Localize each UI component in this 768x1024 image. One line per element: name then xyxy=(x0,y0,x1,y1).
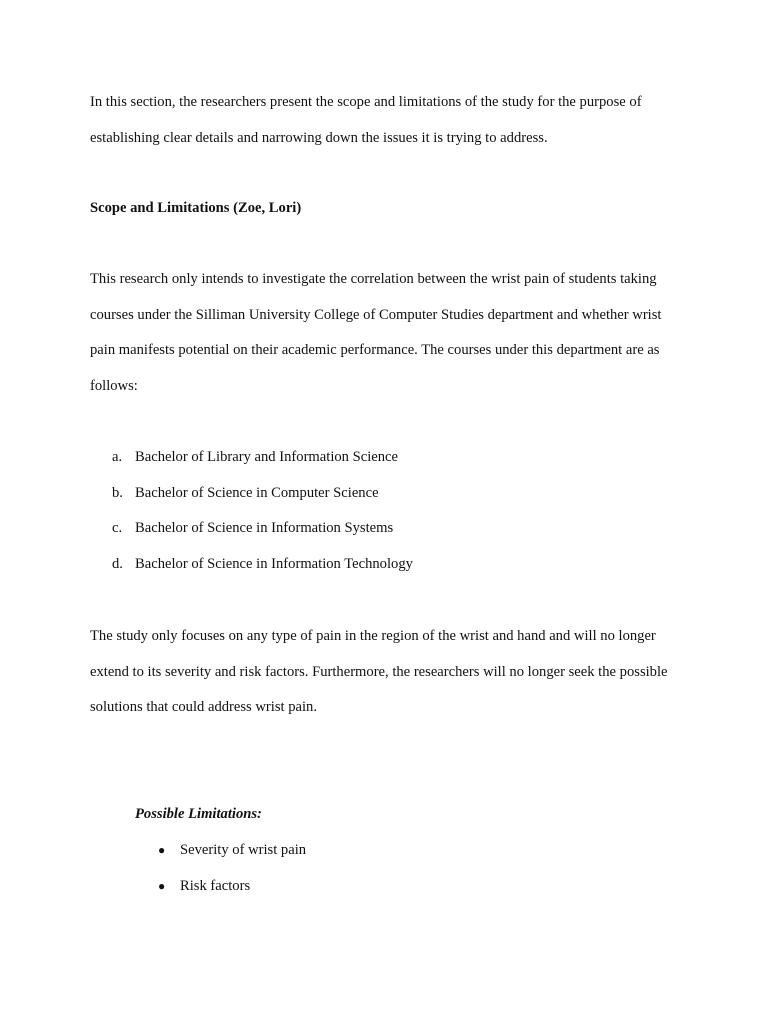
limitations-list xyxy=(158,833,306,905)
limitations-title: Possible Limitations: xyxy=(135,806,262,822)
list-item xyxy=(158,833,306,869)
limitation-text: Risk factors xyxy=(180,877,251,894)
list-item xyxy=(90,511,690,547)
list-marker: d. xyxy=(112,555,123,572)
list-item xyxy=(90,476,690,512)
course-name: Bachelor of Library and Information Science xyxy=(135,449,398,465)
course-name: Bachelor of Science in Information Systems xyxy=(135,520,394,537)
list-item xyxy=(158,869,306,905)
list-item xyxy=(90,440,690,476)
course-list xyxy=(90,440,690,582)
bullet-icon: ● xyxy=(158,878,166,893)
list-item xyxy=(90,547,690,583)
scope-paragraph: This research only intends to investigate the correlation between the wrist pain of students taking courses under the Silliman University College of Computer Studies department and whether wrist pain manifests potential on their academic performance. The courses under this department are as follows: xyxy=(90,271,662,394)
focus-paragraph: The study only focuses on any type of pain in the region of the wrist and hand and will no longer extend to its severity and risk factors. Furthermore, the researchers will no longer seek the possible solutions that could address wrist pain. xyxy=(90,628,668,715)
list-marker: c. xyxy=(112,520,123,537)
bullet-icon: ● xyxy=(158,843,166,857)
list-marker: a. xyxy=(112,449,123,465)
course-name: Bachelor of Science in Information Technology xyxy=(135,555,413,572)
section-heading: Scope and Limitations (Zoe, Lori) xyxy=(90,200,302,216)
course-name: Bachelor of Science in Computer Science xyxy=(135,484,379,501)
intro-paragraph: In this section, the researchers present the scope and limitations of the study for the purpose of establishing clear details and narrowing down the issues it is trying to address. xyxy=(90,94,642,146)
list-marker: b. xyxy=(112,484,123,501)
limitation-text: Severity of wrist pain xyxy=(180,842,307,858)
